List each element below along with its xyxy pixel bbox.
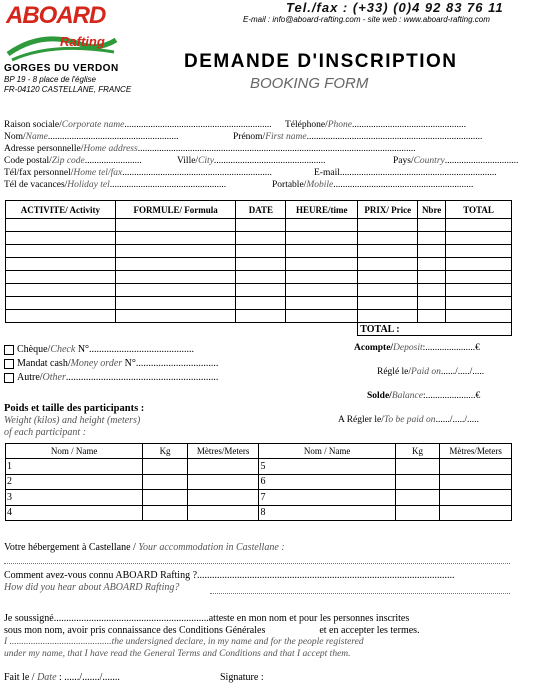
col-kg-right: Kg (395, 444, 439, 459)
participant-number: 5 (259, 459, 395, 475)
portable-label: Portable/ (272, 180, 307, 190)
cheque-label-en: Check (50, 344, 76, 355)
autre-option[interactable] (4, 372, 218, 383)
participants-subtitle-2: of each participant : (4, 427, 86, 438)
pays-dots: ............................... (444, 156, 519, 166)
aregler-dots: ....../...../..... (435, 415, 479, 425)
header-contact: E-mail : info@aboard-rafting.com - site web : www.aboard-rafting.com (243, 15, 490, 24)
aregler-label-en: To be paid on (383, 415, 436, 425)
mandat-number-dots: N°................................. (124, 358, 219, 369)
table-row[interactable] (6, 284, 512, 297)
table-row[interactable] (6, 245, 512, 258)
telfax-label: Tél/fax personnel/ (4, 168, 74, 178)
activity-table (5, 200, 512, 336)
participants-table (5, 443, 512, 521)
aregler-label: A Régler le/ (338, 415, 384, 425)
acompte-label-en: Deposit (393, 343, 423, 353)
nom-label: Nom/ (4, 132, 26, 142)
autre-label: Autre/ (17, 372, 43, 383)
raison-field[interactable] (4, 120, 272, 130)
table-row[interactable] (6, 232, 512, 245)
prenom-dots: .......................................................................... (306, 132, 483, 142)
soussigne-line-2 (4, 625, 420, 636)
date-dots: : ....../......./....... (59, 672, 120, 683)
mandat-label: Mandat cash/ (17, 358, 71, 369)
participants-subtitle-1: Weight (kilos) and height (meters) (4, 415, 141, 426)
mandat-option[interactable] (4, 358, 218, 369)
solde-label: Solde/ (367, 391, 392, 401)
pays-label: Pays/ (393, 156, 414, 166)
adresse-label: Adresse personnelle/ (4, 144, 84, 154)
col-activite: ACTIVITE/ Activity (6, 201, 116, 219)
raison-label: Raison sociale/ (4, 120, 62, 130)
acompte-label: Acompte/ (354, 343, 394, 353)
tel-label-en: Phone (327, 120, 353, 130)
telephone-field[interactable] (285, 120, 466, 130)
acompte-dots: :.....................€ (422, 343, 480, 353)
fait-label-en: Date (37, 672, 57, 683)
table-row[interactable] (6, 271, 512, 284)
company-address-1: BP 19 - 8 place de l'église (4, 75, 96, 84)
hebergement-label-en: Your accommodation in Castellane : (138, 542, 285, 553)
ville-label-en: City (198, 156, 214, 166)
col-metres-left: Mètres/Meters (187, 444, 259, 459)
total-row (6, 323, 512, 336)
conditions-text: sous mon nom, avoir pris connaissance des Conditions Générales (4, 625, 266, 636)
telfax-dots: ............................................................... (122, 168, 272, 178)
col-kg-left: Kg (143, 444, 187, 459)
acompte-field[interactable] (354, 343, 480, 353)
autre-checkbox[interactable] (4, 373, 14, 383)
portable-dots: ........................................................... (333, 180, 474, 190)
connu-line (210, 593, 510, 594)
cp-label-en: Zip code (51, 156, 85, 166)
date-field[interactable] (4, 672, 120, 683)
email-dots: .................................................................. (339, 168, 497, 178)
solde-field[interactable] (367, 391, 480, 401)
tel-label: Téléphone/ (285, 120, 328, 130)
table-row[interactable] (6, 219, 512, 232)
soussigne-dots: .............................................................. (53, 613, 209, 624)
participant-number: 8 (259, 505, 395, 521)
vacances-field[interactable] (4, 180, 226, 190)
table-row[interactable] (6, 474, 512, 490)
adresse-field[interactable] (4, 144, 416, 154)
regle-label-en: Paid on (411, 367, 441, 377)
solde-dots: :.....................€ (422, 391, 481, 401)
soussigne-text: atteste en mon nom et pour les personnes inscrites (208, 613, 410, 624)
participants-header-row (6, 444, 512, 459)
vac-label: Tél de vacances/ (4, 180, 68, 190)
participant-number: 6 (259, 474, 395, 490)
table-row[interactable] (6, 310, 512, 323)
declaration-en-2: under my name, that I have read the General Terms and Conditions and that I accept them. (4, 649, 351, 659)
ville-field[interactable] (177, 156, 326, 166)
raison-label-en: Corporate name (61, 120, 125, 130)
col-prix: PRIX/ Price (358, 201, 418, 219)
participant-number: 2 (6, 474, 143, 490)
cheque-option[interactable] (4, 344, 194, 355)
connu-field[interactable] (4, 570, 455, 581)
tel-dots: ................................................ (352, 120, 467, 130)
company-name: GORGES DU VERDON (4, 63, 119, 74)
email-field[interactable] (314, 168, 497, 178)
col-formule: FORMULE/ Formula (115, 201, 236, 219)
form-subtitle: BOOKING FORM (250, 75, 369, 92)
signature-field[interactable]: Signature : (220, 672, 264, 683)
autre-label-en: Other (42, 372, 66, 383)
total-label: TOTAL : (358, 323, 512, 336)
table-row[interactable] (6, 459, 512, 475)
activity-header-row (6, 201, 512, 219)
nom-field[interactable] (4, 132, 178, 142)
nom-label-en: Name (25, 132, 48, 142)
cp-dots: ........................ (84, 156, 142, 166)
ville-dots: ............................................... (213, 156, 326, 166)
col-nbre: Nbre (418, 201, 446, 219)
mandat-checkbox[interactable] (4, 359, 14, 369)
pays-label-en: Country (413, 156, 445, 166)
portable-field[interactable] (272, 180, 473, 190)
table-row[interactable] (6, 297, 512, 310)
connu-label-en: How did you hear about ABOARD Rafting? (4, 582, 180, 593)
email-label: E-mail (314, 168, 340, 178)
cheque-number-dots: N°.......................................... (77, 344, 195, 355)
portable-label-en: Mobile (306, 180, 334, 190)
participant-number: 3 (6, 490, 143, 506)
regle-dots: ....../...../..... (440, 367, 485, 377)
participants-title: Poids et taille des participants : (4, 403, 145, 414)
logo-rafting-text: Rafting (60, 34, 105, 49)
company-address-2: FR-04120 CASTELLANE, FRANCE (4, 85, 132, 94)
col-metres-right: Mètres/Meters (440, 444, 512, 459)
participant-number: 7 (259, 490, 395, 506)
participant-number: 4 (6, 505, 143, 521)
cheque-label: Chèque/ (17, 344, 51, 355)
raison-dots: .............................................................. (124, 120, 272, 130)
fait-label: Fait le / (4, 672, 35, 683)
prenom-label: Prénom/ (233, 132, 266, 142)
telfax-label-en: Home tel/fax (73, 168, 123, 178)
connu-label: Comment avez-vous connu ABOARD Rafting ? (4, 570, 198, 581)
adresse-dots: ..................................................................................................................... (137, 144, 416, 154)
company-logo (2, 2, 122, 68)
accept-text: et en accepter les termes. (319, 625, 420, 636)
prenom-field[interactable] (233, 132, 482, 142)
hebergement-label: Votre hébergement à Castellane / (4, 542, 136, 553)
logo-aboard-text: ABOARD (6, 2, 106, 29)
mandat-label-en: Money order (70, 358, 123, 369)
col-date: DATE (236, 201, 286, 219)
prenom-label-en: First name (265, 132, 307, 142)
regle-field[interactable] (377, 367, 484, 377)
col-nom-right: Nom / Name (259, 444, 395, 459)
pays-field[interactable] (393, 156, 518, 166)
regle-label: Réglé le/ (377, 367, 412, 377)
header-phone: Tel./fax : (+33) (0)4 92 83 76 11 (286, 0, 504, 15)
autre-dots: ............................................................. (65, 372, 219, 383)
a-regler-field[interactable] (338, 415, 479, 425)
hebergement-line (4, 563, 510, 564)
col-nom-left: Nom / Name (6, 444, 143, 459)
table-row[interactable] (6, 505, 512, 521)
code-postal-field[interactable] (4, 156, 142, 166)
ville-label: Ville/ (177, 156, 199, 166)
adresse-label-en: Home address (83, 144, 138, 154)
col-heure: HEURE/time (286, 201, 358, 219)
nom-dots: ....................................................... (47, 132, 179, 142)
vac-label-en: Holiday tel (67, 180, 110, 190)
table-row[interactable] (6, 258, 512, 271)
connu-dots: ....................................................................................................... (197, 570, 455, 581)
cp-label: Code postal/ (4, 156, 52, 166)
table-row[interactable] (6, 490, 512, 506)
participant-number: 1 (6, 459, 143, 475)
cheque-checkbox[interactable] (4, 345, 14, 355)
form-title: DEMANDE D'INSCRIPTION (184, 51, 458, 72)
col-total: TOTAL (446, 201, 512, 219)
soussigne-field[interactable] (4, 613, 409, 624)
vac-dots: ................................................. (109, 180, 227, 190)
solde-label-en: Balance (391, 391, 423, 401)
hebergement-field[interactable] (4, 542, 285, 553)
telfax-field[interactable] (4, 168, 272, 178)
soussigne-label: Je soussigné (4, 613, 54, 624)
declaration-en-1: I ...........................................the undersigned declare, in my name and for the people registered (4, 637, 364, 647)
